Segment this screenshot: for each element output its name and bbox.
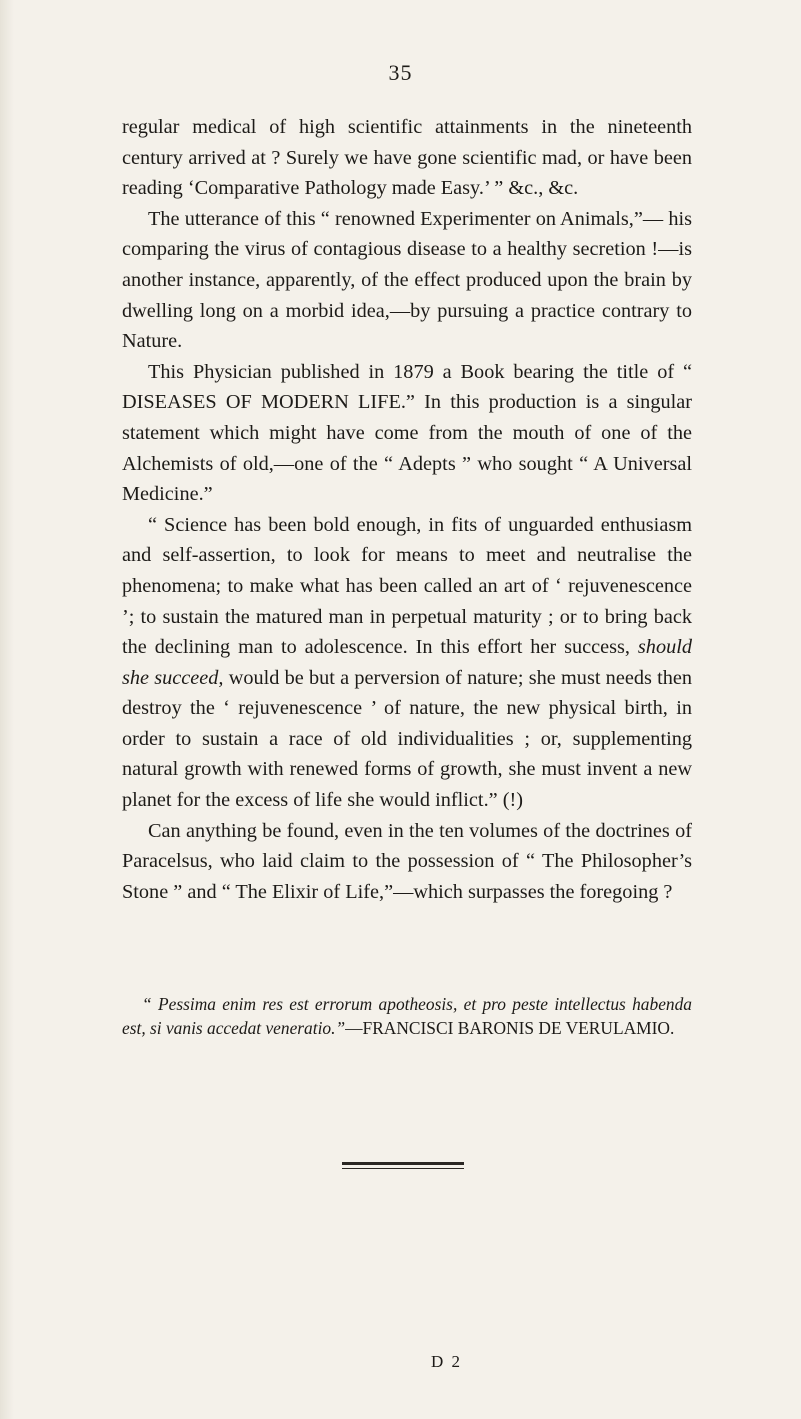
quote-attribution: —FRANCISCI BARONIS DE VERULAMIO. — [345, 1018, 675, 1038]
paragraph — [122, 816, 692, 908]
section-rule — [342, 1162, 464, 1165]
paragraph — [122, 204, 692, 357]
paragraph-text: “ Science has been bold enough, in fits of unguarded enthusiasm and self-assertion, to look for means to meet and neutralise the phenomena; to make what has been called an art of ‘ rejuvenescence ’; to sustain the matured man in perpetual maturity ; or to bring back the declining man to adolescence. In this effort her success, — [122, 513, 692, 659]
paragraph — [122, 357, 692, 510]
paragraph-text: Can anything be found, even in the ten volumes of the doctrines of Paracelsus, who laid claim to the possession of “ The Philosopher’s Stone ” and “ The Elixir of Life,”—which surpasses the foregoing ? — [122, 819, 692, 903]
body-text — [122, 112, 692, 907]
latin-quote: “ Pessima enim res est errorum apotheosis, et pro peste intellectus habenda est, si vanis accedat veneratio.” — [122, 994, 692, 1038]
epigraph-quote — [122, 992, 692, 1040]
paragraph — [122, 510, 692, 816]
page-number: 35 — [388, 60, 413, 85]
section-rule-thin — [342, 1168, 464, 1169]
quote-paragraph — [122, 992, 692, 1040]
page-spine-shadow — [0, 0, 14, 1419]
signature-mark: D 2 — [430, 1352, 463, 1371]
italic-text: should she succeed, — [122, 636, 692, 689]
paragraph-text: This Physician published in 1879 a Book bearing the title of “ DISEASES OF MODERN LIFE.” In this production is a singular statement which might have come from the mouth of one of the Alchemists of old,—one of the “ Adepts ” who sought “ A Universal Medicine.” — [122, 360, 692, 506]
paragraph — [122, 112, 692, 204]
paragraph-text: The utterance of this “ renowned Experimenter on Animals,”— his comparing the virus of contagious disease to a healthy secretion !—is another instance, apparently, of the effect produced upon the brain by dwelling long on a morbid idea,—by pursuing a practice contrary to Nature. — [122, 207, 692, 353]
paragraph-text: regular medical of high scientific attainments in the nineteenth century arrived at ? Surely we have gone scientific mad, or have been reading ‘Comparative Pathology made Easy.’ ” &c., &c. — [122, 116, 692, 200]
paragraph-text: would be but a perversion of nature; she must needs then destroy the ‘ rejuvenescence ’ of nature, the new physical birth, in order to sustain a race of old individualities ; or, supplementing natural growth with renewed forms of growth, she must invent a new planet for the excess of life she would inflict.” (!) — [122, 666, 692, 812]
